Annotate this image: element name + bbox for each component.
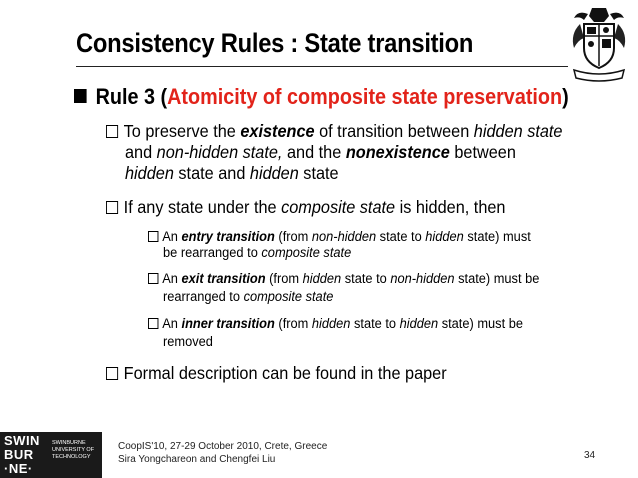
bullet-item-2: If any state under the composite state is hidden, then xyxy=(106,197,505,218)
rule-heading xyxy=(74,84,569,110)
hollow-square-bullet-icon xyxy=(148,318,158,329)
hollow-square-bullet-icon xyxy=(148,273,158,284)
rule-name: Atomicity of composite state preservation xyxy=(167,84,563,109)
sub-bullet-1: An entry transition (from non-hidden state to hidden state) must xyxy=(148,229,531,245)
logo-line-1: SWIN xyxy=(4,433,40,448)
hollow-square-bullet-icon xyxy=(106,201,118,214)
bullet-item-1-line-3: hidden state and hidden state xyxy=(125,163,339,183)
footer-authors: Sira Yongchareon and Chengfei Liu xyxy=(118,454,276,465)
hollow-square-bullet-icon xyxy=(106,367,118,380)
logo-line-3: ·NE· xyxy=(4,461,33,476)
footer-conference: CoopIS'10, 27-29 October 2010, Crete, Greece xyxy=(118,441,328,452)
hollow-square-bullet-icon xyxy=(106,125,118,138)
logo-small-3: TECHNOLOGY xyxy=(52,454,91,460)
filled-square-bullet-icon xyxy=(74,89,87,103)
rule-suffix: ) xyxy=(562,84,569,109)
university-logo xyxy=(0,432,102,478)
bullet-item-3: Formal description can be found in the paper xyxy=(106,363,447,384)
slide-title: Consistency Rules : State transition xyxy=(76,28,474,58)
logo-small-1: SWINBURNE xyxy=(52,440,86,446)
bullet-item-1-line-2: and non-hidden state, and the nonexistence between xyxy=(125,142,516,162)
crest-icon xyxy=(566,4,632,82)
logo-line-2: BUR xyxy=(4,447,34,462)
sub-bullet-2-line-2: rearranged to composite state xyxy=(163,289,334,304)
sub-bullet-1-line-2: be rearranged to composite state xyxy=(163,245,352,260)
sub-bullet-3-line-2: removed xyxy=(163,334,213,349)
title-divider xyxy=(76,66,568,67)
footer xyxy=(118,440,327,466)
logo-small-2: UNIVERSITY OF xyxy=(52,447,95,453)
sub-bullet-3: An inner transition (from hidden state to hidden state) must be xyxy=(148,316,523,332)
page-number: 34 xyxy=(584,450,596,461)
hollow-square-bullet-icon xyxy=(148,231,158,242)
bullet-text: To preserve the existence of transition between hidden state xyxy=(123,121,563,141)
bullet-item-1 xyxy=(106,121,562,142)
rule-prefix: Rule 3 ( xyxy=(95,84,168,109)
sub-bullet-2: An exit transition (from hidden state to non-hidden state) must be xyxy=(148,271,539,287)
